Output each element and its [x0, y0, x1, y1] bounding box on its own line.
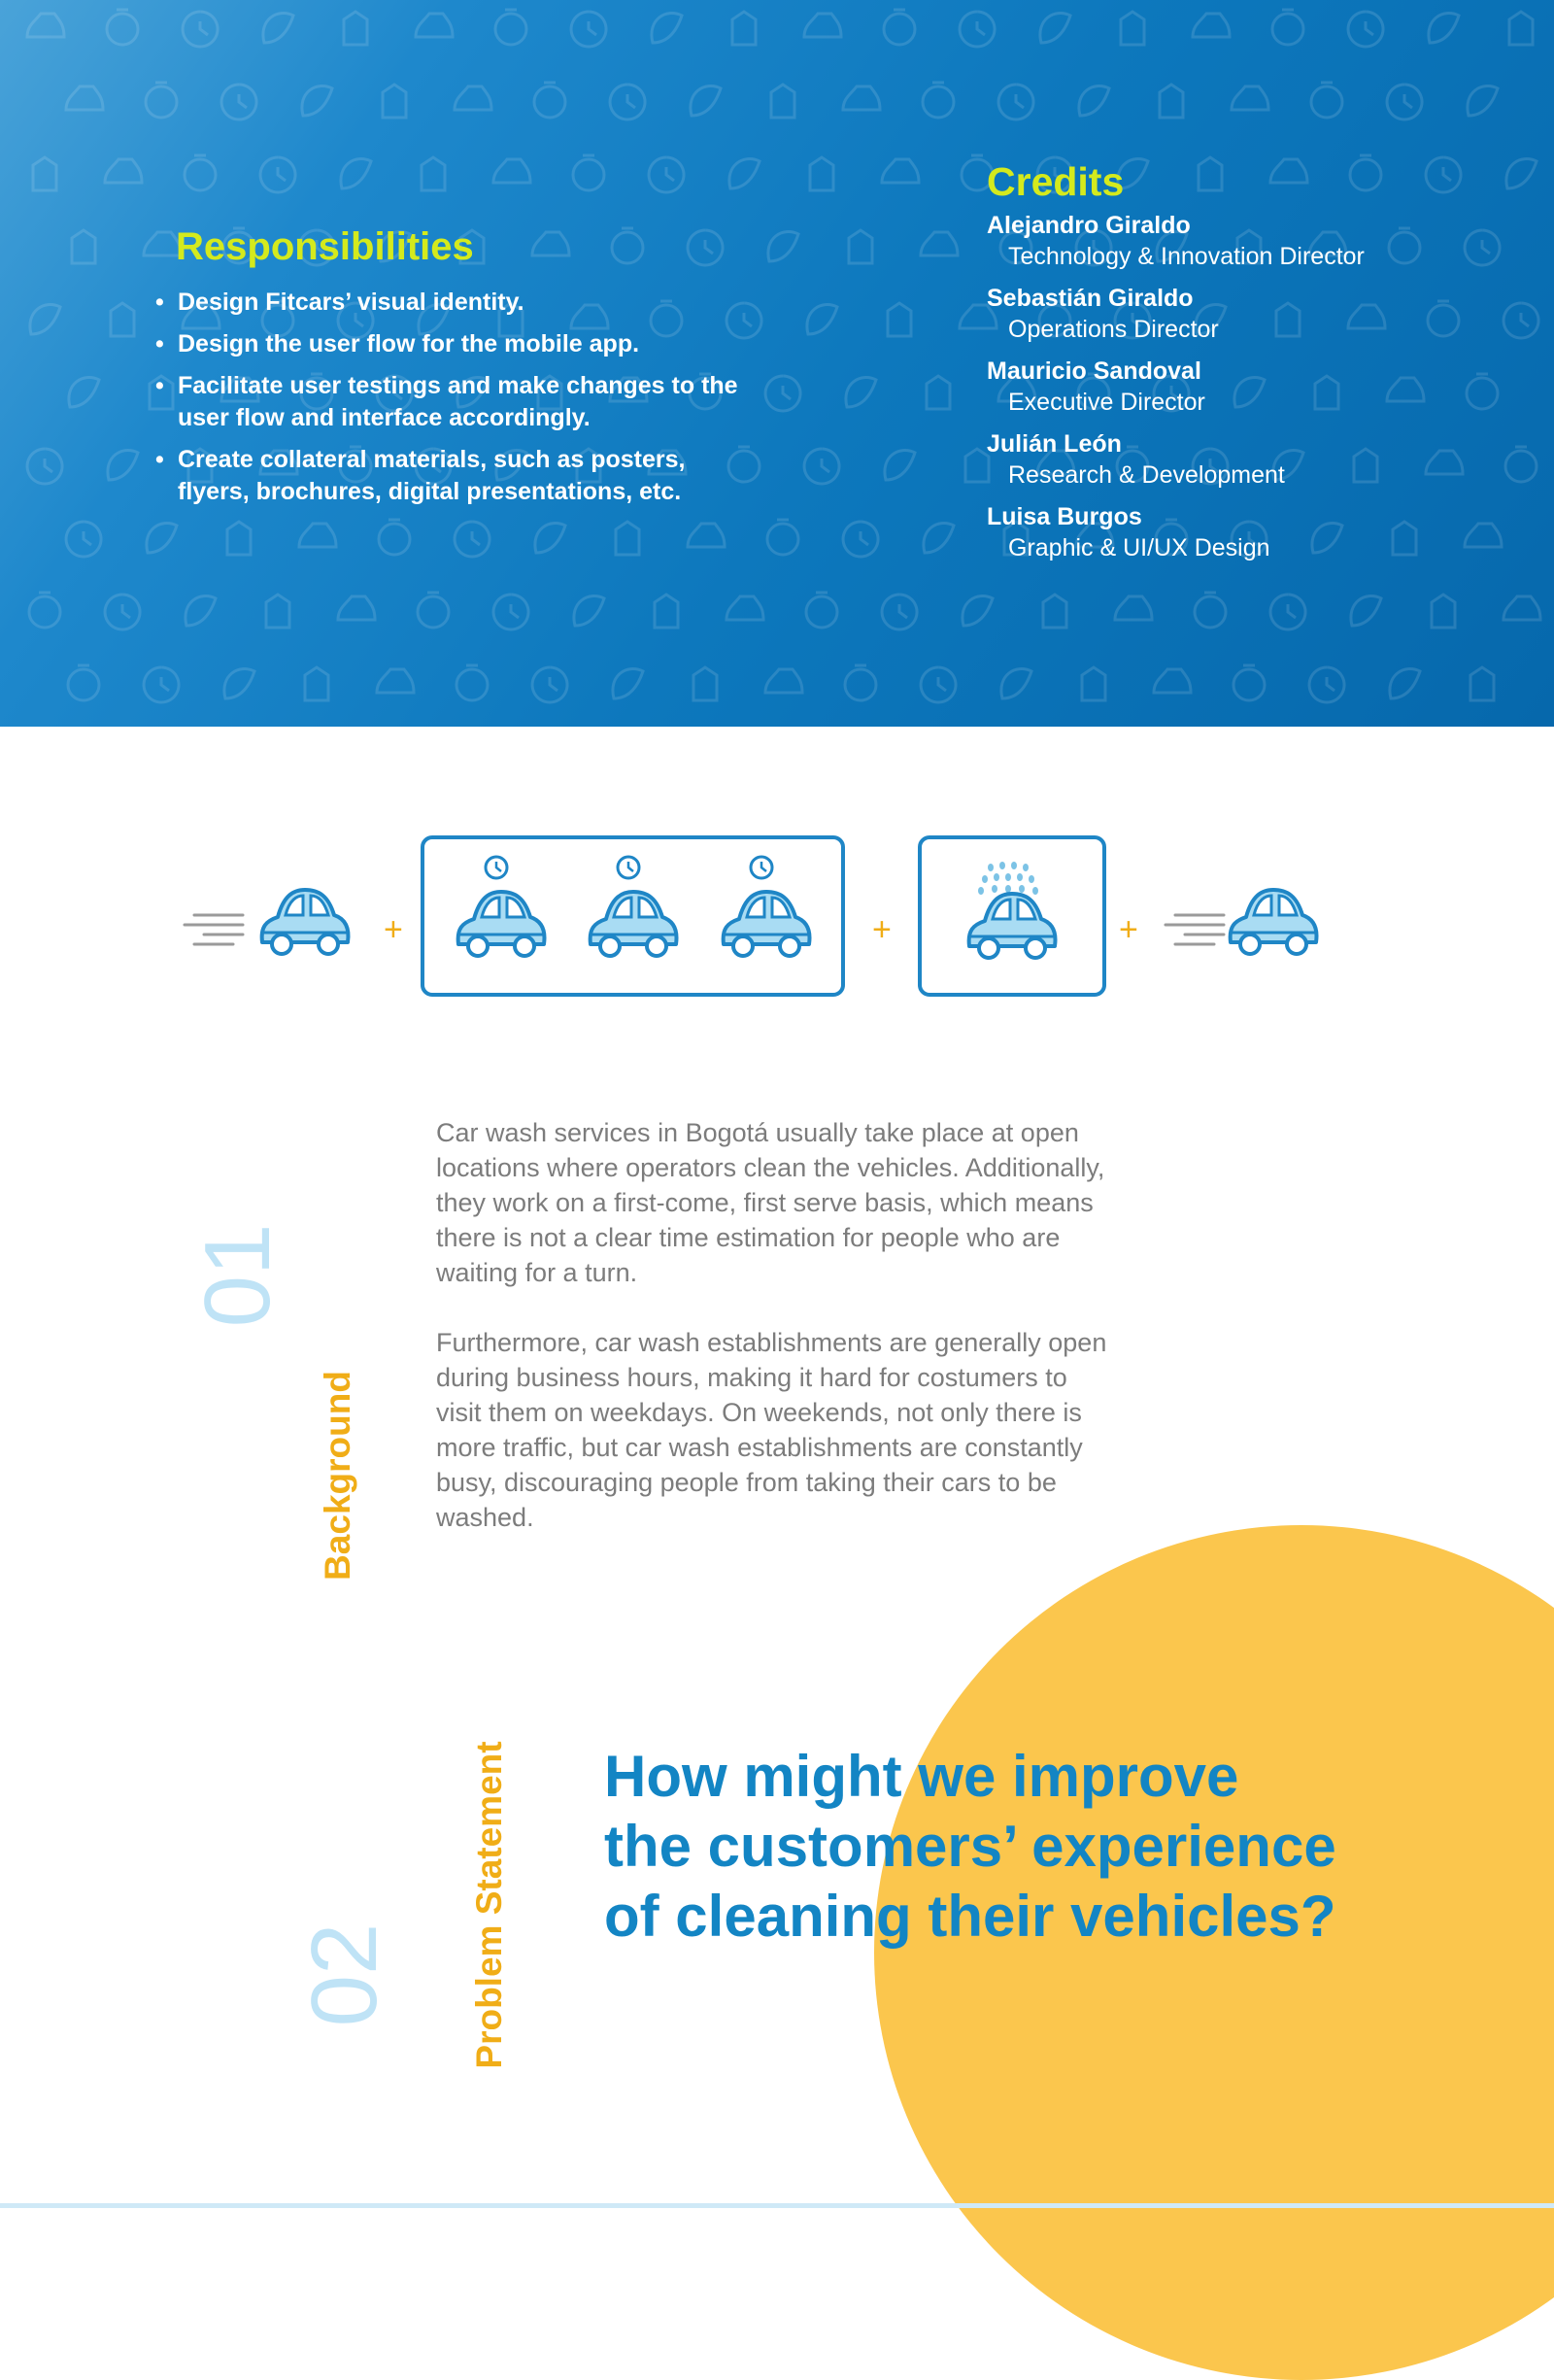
- pattern-icon: [1426, 157, 1461, 192]
- pattern-icon: [1506, 159, 1537, 188]
- pattern-icon: [616, 522, 639, 555]
- car-icon: [591, 892, 677, 956]
- pattern-icon: [843, 522, 878, 557]
- plus-sign: +: [872, 911, 892, 948]
- pattern-icon: [924, 524, 954, 553]
- bullet-icon: •: [155, 330, 164, 357]
- problem-question: [604, 1742, 1478, 1952]
- pattern-icon: [652, 14, 682, 43]
- pattern-icon: [1272, 10, 1303, 45]
- question-line: the customers’ experience: [604, 1814, 1336, 1879]
- pattern-icon: [68, 665, 99, 700]
- pattern-icon: [963, 596, 993, 626]
- responsibility-text: Facilitate user testings and make changes to the user flow and interface accordingly.: [178, 372, 738, 431]
- pattern-icon: [1470, 667, 1494, 700]
- responsibility-item: [155, 287, 738, 319]
- pattern-icon: [610, 85, 645, 119]
- decorative-yellow-circle: [874, 1525, 1554, 2380]
- pattern-icon: [1351, 596, 1381, 626]
- pattern-icon: [843, 86, 880, 110]
- hero-banner: [0, 0, 1554, 727]
- pattern-icon: [299, 524, 336, 547]
- speed-lines-icon: [185, 915, 243, 944]
- pattern-icon: [493, 159, 530, 183]
- pattern-icon: [573, 155, 604, 190]
- car-icon: [458, 892, 545, 956]
- background-paragraph: Furthermore, car wash establishments are generally open during business hours, making it hard for costumers to visit them on weekdays. On weekends, not only there is more traffic, but car wash establishments are constantly busy, discouraging people from taking their cars to be washed.: [436, 1328, 1107, 1532]
- pattern-icon: [105, 595, 140, 629]
- responsibilities-list: [155, 287, 738, 518]
- pattern-icon: [105, 159, 142, 183]
- car-wash-flow-diagram: [0, 797, 1554, 1020]
- pattern-icon: [416, 14, 453, 37]
- pattern-icon: [455, 86, 491, 110]
- pattern-icon: [338, 596, 375, 620]
- pattern-icon: [888, 303, 911, 336]
- car-icon: [724, 892, 810, 956]
- pattern-icon: [30, 305, 60, 334]
- pattern-icon: [923, 83, 954, 118]
- pattern-icon: [729, 159, 760, 188]
- pattern-icon: [1043, 595, 1066, 628]
- section-label-background: Background: [318, 1371, 357, 1581]
- pattern-icon: [66, 522, 101, 557]
- section-label-problem-statement: Problem Statement: [469, 1741, 509, 2069]
- responsibilities-title: Responsibilities: [176, 225, 474, 268]
- pattern-icon: [691, 86, 721, 116]
- pattern-icon: [147, 524, 177, 553]
- pattern-icon: [1503, 596, 1540, 620]
- pattern-icon: [69, 378, 99, 407]
- credit-name: Alejandro Giraldo: [987, 212, 1191, 239]
- pattern-icon: [535, 524, 565, 553]
- background-text: [436, 1115, 1116, 1570]
- credit-name: Julián León: [987, 430, 1122, 458]
- pattern-icon: [1154, 669, 1191, 693]
- pattern-icon: [305, 667, 328, 700]
- plus-sign: +: [1119, 911, 1138, 948]
- pattern-icon: [263, 14, 293, 43]
- pattern-icon: [921, 667, 956, 702]
- pattern-icon: [377, 669, 414, 693]
- section-number-01: 01: [186, 1223, 289, 1328]
- credits-list: [987, 210, 1531, 574]
- pattern-icon: [810, 157, 833, 190]
- pattern-icon: [1233, 665, 1265, 700]
- credit-entry: [987, 283, 1531, 346]
- pattern-icon: [266, 595, 289, 628]
- pattern-icon: [111, 303, 134, 336]
- bullet-icon: •: [155, 372, 164, 399]
- pattern-icon: [768, 232, 798, 261]
- responsibility-item: [155, 328, 738, 360]
- pattern-icon: [1040, 14, 1070, 43]
- pattern-icon: [1468, 86, 1498, 116]
- pattern-icon: [921, 232, 958, 255]
- pattern-icon: [1079, 86, 1109, 116]
- pattern-icon: [344, 12, 367, 45]
- bottom-divider: [0, 2203, 1554, 2208]
- pattern-icon: [29, 593, 60, 628]
- car-icon: [262, 890, 349, 954]
- plus-sign: +: [384, 911, 403, 948]
- pattern-icon: [927, 376, 950, 409]
- car-icon: [1231, 890, 1317, 954]
- pattern-icon: [885, 451, 915, 480]
- pattern-icon: [1387, 85, 1422, 119]
- pattern-icon: [1160, 85, 1183, 118]
- pattern-icon: [655, 595, 678, 628]
- pattern-icon: [804, 449, 839, 484]
- pattern-icon: [27, 449, 62, 484]
- pattern-icon: [765, 376, 800, 411]
- bullet-icon: •: [155, 289, 164, 316]
- pattern-icon: [882, 595, 917, 629]
- pattern-icon: [383, 85, 406, 118]
- pattern-icon: [884, 10, 915, 45]
- pattern-icon: [845, 665, 876, 700]
- pattern-icon: [574, 596, 604, 626]
- pattern-icon: [726, 596, 763, 620]
- pattern-icon: [771, 85, 794, 118]
- pattern-icon: [1270, 595, 1305, 629]
- car-icon: [969, 894, 1056, 958]
- responsibility-item: [155, 444, 738, 508]
- credits-title: Credits: [987, 159, 1125, 204]
- pattern-icon: [1270, 159, 1307, 183]
- pattern-icon: [1199, 157, 1222, 190]
- credit-name: Luisa Burgos: [987, 503, 1142, 530]
- pattern-icon: [144, 667, 179, 702]
- pattern-icon: [341, 159, 371, 188]
- credit-entry: [987, 210, 1531, 273]
- pattern-icon: [27, 14, 64, 37]
- pattern-icon: [1082, 667, 1105, 700]
- pattern-icon: [532, 667, 567, 702]
- clock-icon: [751, 857, 772, 878]
- pattern-icon: [1193, 14, 1230, 37]
- question-line: How might we improve: [604, 1744, 1239, 1809]
- water-drops-icon: [978, 862, 1038, 895]
- credit-role: Executive Director: [1008, 389, 1205, 416]
- pattern-icon: [108, 451, 138, 480]
- pattern-icon: [806, 593, 837, 628]
- pattern-icon: [965, 449, 989, 482]
- pattern-icon: [767, 520, 798, 555]
- pattern-icon: [765, 669, 802, 693]
- responsibility-text: Create collateral materials, such as posters, flyers, brochures, digital presentations, etc.: [178, 446, 686, 505]
- pattern-icon: [998, 85, 1033, 119]
- pattern-icon: [1429, 14, 1459, 43]
- pattern-icon: [33, 157, 56, 190]
- pattern-icon: [456, 665, 488, 700]
- clock-icon: [618, 857, 639, 878]
- pattern-icon: [185, 155, 216, 190]
- section-number-02: 02: [292, 1922, 396, 2027]
- credit-role: Graphic & UI/UX Design: [1008, 534, 1270, 561]
- pattern-icon: [693, 667, 717, 700]
- clock-icon: [486, 857, 507, 878]
- responsibility-text: Design the user flow for the mobile app.: [178, 330, 640, 357]
- pattern-icon: [227, 522, 251, 555]
- speed-lines-icon: [1166, 915, 1224, 944]
- pattern-icon: [493, 595, 528, 629]
- pattern-icon: [72, 230, 95, 263]
- pattern-icon: [649, 157, 684, 192]
- pattern-icon: [1001, 669, 1031, 698]
- pattern-icon: [224, 669, 254, 698]
- pattern-icon: [455, 522, 490, 557]
- pattern-icon: [66, 86, 103, 110]
- pattern-icon: [1195, 593, 1226, 628]
- responsibility-item: [155, 370, 738, 434]
- pattern-icon: [183, 12, 218, 47]
- pattern-icon: [1121, 12, 1144, 45]
- responsibility-text: Design Fitcars’ visual identity.: [178, 289, 524, 316]
- pattern-icon: [1432, 595, 1455, 628]
- pattern-icon: [688, 230, 723, 265]
- credit-role: Technology & Innovation Director: [1008, 243, 1365, 270]
- credit-entry: [987, 356, 1531, 419]
- pattern-icon: [846, 378, 876, 407]
- pattern-icon: [807, 305, 837, 334]
- pattern-icon: [960, 12, 995, 47]
- pattern-icon: [260, 157, 295, 192]
- credit-role: Operations Director: [1008, 316, 1219, 343]
- pattern-icon: [613, 669, 643, 698]
- pattern-icon: [379, 520, 410, 555]
- background-paragraph: Car wash services in Bogotá usually take place at open locations where operators clean the vehicles. Additionally, they work on a first-come, first serve basis, which means there is not a clear time estimation for people who are waiting for a turn.: [436, 1118, 1105, 1287]
- pattern-icon: [495, 10, 526, 45]
- pattern-icon: [849, 230, 872, 263]
- question-line: of cleaning their vehicles?: [604, 1884, 1336, 1949]
- pattern-icon: [302, 86, 332, 116]
- pattern-icon: [534, 83, 565, 118]
- pattern-icon: [1311, 83, 1342, 118]
- pattern-icon: [186, 596, 216, 626]
- pattern-icon: [532, 232, 569, 255]
- pattern-icon: [1350, 155, 1381, 190]
- credit-name: Mauricio Sandoval: [987, 357, 1201, 385]
- pattern-icon: [1390, 669, 1420, 698]
- pattern-icon: [612, 228, 643, 263]
- pattern-icon: [1115, 596, 1152, 620]
- pattern-icon: [1509, 12, 1533, 45]
- pattern-icon: [571, 12, 606, 47]
- pattern-icon: [221, 85, 256, 119]
- pattern-icon: [1348, 12, 1383, 47]
- pattern-icon: [1309, 667, 1344, 702]
- pattern-icon: [107, 10, 138, 45]
- pattern-icon: [882, 159, 919, 183]
- bullet-icon: •: [155, 446, 164, 473]
- pattern-icon: [1232, 86, 1268, 110]
- credit-entry: [987, 501, 1531, 564]
- pattern-icon: [146, 83, 177, 118]
- pattern-icon: [422, 157, 445, 190]
- pattern-icon: [732, 12, 756, 45]
- credit-name: Sebastián Giraldo: [987, 285, 1194, 312]
- pattern-icon: [804, 14, 841, 37]
- credit-entry: [987, 428, 1531, 492]
- pattern-icon: [418, 593, 449, 628]
- credit-role: Research & Development: [1008, 461, 1285, 489]
- pattern-icon: [688, 524, 725, 547]
